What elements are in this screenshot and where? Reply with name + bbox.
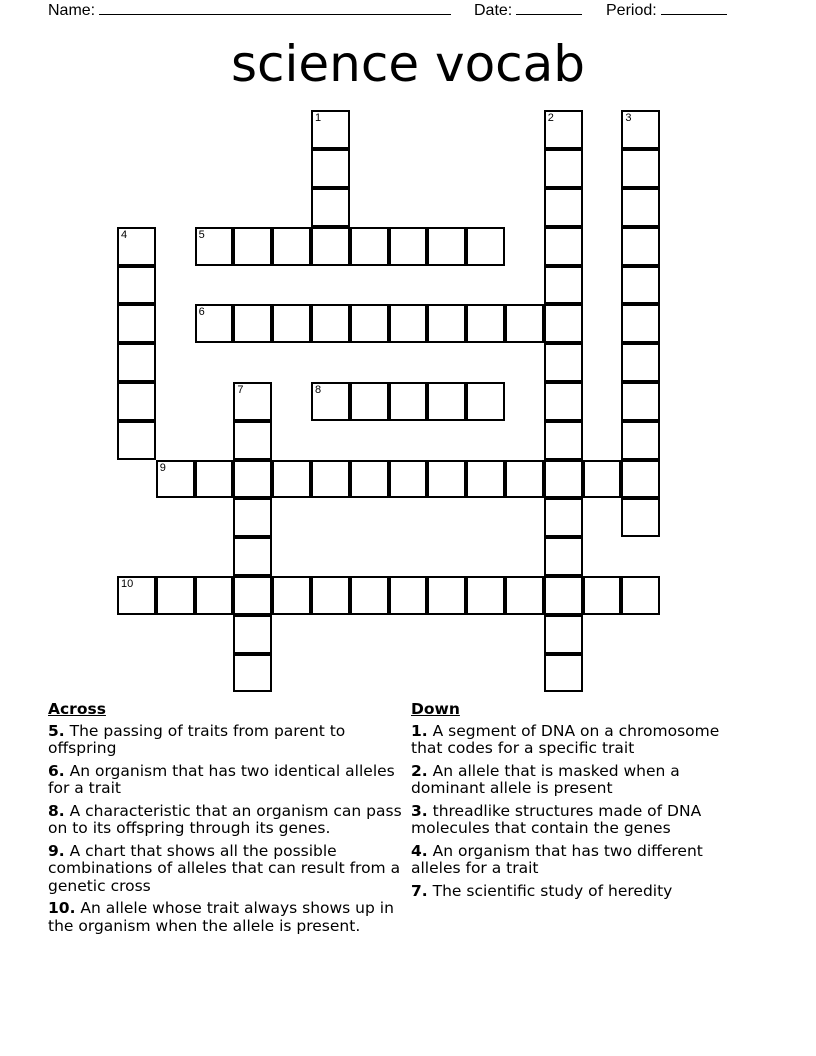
clue-number-label: 4 [121,228,128,241]
crossword-cell[interactable] [583,576,622,615]
crossword-cell[interactable] [350,576,389,615]
clue-number: 7. [411,881,428,900]
crossword-cell[interactable] [311,188,350,227]
crossword-cell[interactable] [233,304,272,343]
crossword-cell[interactable] [233,498,272,537]
clue-number: 2. [411,761,428,780]
clue-number-label: 10 [121,578,134,590]
clue-down-4 [411,843,741,878]
clue-text: An allele whose trait always shows up in the organism when the allele is present. [48,899,394,935]
clue-number-label: 8 [315,384,322,396]
crossword-cell[interactable] [427,227,466,266]
clue-across-9 [48,843,404,896]
clue-down-7 [411,883,741,901]
crossword-cell[interactable] [389,460,428,499]
clue-down-3 [411,803,741,838]
crossword-cell[interactable] [350,460,389,499]
crossword-cell[interactable] [544,576,583,615]
clue-number-label: 5 [198,228,205,241]
crossword-cell[interactable] [621,110,660,149]
clue-number: 6. [48,761,65,780]
crossword-cell[interactable] [544,498,583,537]
crossword-cell[interactable] [544,266,583,305]
crossword-cell[interactable] [505,576,544,615]
period-label: Period: [606,2,657,19]
clue-number: 9. [48,841,65,860]
clue-number: 8. [48,801,65,820]
across-clues [48,701,404,940]
clue-across-8 [48,803,404,838]
crossword-cell[interactable] [389,576,428,615]
crossword-cell[interactable] [233,576,272,615]
crossword-cell[interactable] [350,227,389,266]
clue-down-1 [411,723,741,758]
crossword-cell[interactable] [389,304,428,343]
clue-number: 3. [411,801,428,820]
crossword-cell[interactable] [117,576,156,615]
crossword-cell[interactable] [621,421,660,460]
crossword-cell[interactable] [621,460,660,499]
crossword-cell[interactable] [272,576,311,615]
crossword-cell[interactable] [466,460,505,499]
crossword-cell[interactable] [272,460,311,499]
crossword-cell[interactable] [505,460,544,499]
crossword-cell[interactable] [311,304,350,343]
clue-text: An organism that has two different alleles for a trait [411,841,703,877]
page-title: science vocab [230,35,586,93]
crossword-cell[interactable] [195,227,234,266]
crossword-cell[interactable] [272,227,311,266]
clue-text: threadlike structures made of DNA molecules that contain the genes [411,801,702,837]
crossword-cell[interactable] [350,382,389,421]
clue-number-label: 9 [159,461,166,474]
crossword-cell[interactable] [544,343,583,382]
clue-down-2 [411,763,741,798]
crossword-cell[interactable] [311,382,350,421]
clue-number-label: 6 [198,306,205,319]
clue-number-label: 7 [237,384,244,396]
crossword-cell[interactable] [117,266,156,305]
crossword-cell[interactable] [544,460,583,499]
crossword-cell[interactable] [544,227,583,266]
crossword-cell[interactable] [311,110,350,149]
crossword-cell[interactable] [117,382,156,421]
crossword-cell[interactable] [621,227,660,266]
clue-number-label: 3 [625,112,632,125]
crossword-cell[interactable] [544,615,583,654]
crossword-cell[interactable] [544,110,583,149]
crossword-cell[interactable] [544,304,583,343]
clue-number: 5. [48,721,65,740]
clue-across-5 [48,723,404,758]
crossword-cell[interactable] [544,537,583,576]
crossword-cell[interactable] [466,382,505,421]
crossword-cell[interactable] [117,343,156,382]
crossword-cell[interactable] [233,421,272,460]
crossword-cell[interactable] [466,576,505,615]
clue-text: The passing of traits from parent to offspring [48,721,346,757]
clue-text: A segment of DNA on a chromosome that codes for a specific trait [411,721,720,757]
crossword-cell[interactable] [350,304,389,343]
crossword-cell[interactable] [466,304,505,343]
clue-number: 4. [411,841,428,860]
crossword-cell[interactable] [621,576,660,615]
crossword-cell[interactable] [621,304,660,343]
crossword-cell[interactable] [544,149,583,188]
clue-text: The scientific study of heredity [432,881,673,900]
crossword-cell[interactable] [195,576,234,615]
crossword-cell[interactable] [233,615,272,654]
clue-text: An allele that is masked when a dominant allele is present [411,761,680,797]
crossword-cell[interactable] [311,149,350,188]
clue-number-label: 1 [315,112,322,125]
crossword-cell[interactable] [466,227,505,266]
crossword-cell[interactable] [583,460,622,499]
crossword-cell[interactable] [195,304,234,343]
name-label: Name: [48,2,96,19]
crossword-cell[interactable] [505,304,544,343]
crossword-cell[interactable] [427,382,466,421]
date-label: Date: [474,2,513,19]
crossword-cell[interactable] [233,227,272,266]
crossword-cell[interactable] [311,576,350,615]
crossword-cell[interactable] [195,460,234,499]
crossword-cell[interactable] [117,227,156,266]
crossword-cell[interactable] [233,537,272,576]
crossword-cell[interactable] [156,576,195,615]
clue-text: An organism that has two identical alleles for a trait [48,761,395,797]
crossword-cell[interactable] [233,654,272,693]
clue-across-10 [48,900,404,935]
crossword-cell[interactable] [621,343,660,382]
clue-across-6 [48,763,404,798]
clue-number: 1. [411,721,428,740]
crossword-cell[interactable] [233,460,272,499]
down-clues [411,701,741,905]
crossword-cell[interactable] [544,421,583,460]
clue-text: A characteristic that an organism can pass on to its offspring through its genes. [48,801,402,837]
clue-number: 10. [48,899,76,917]
crossword-cell[interactable] [544,654,583,693]
crossword-cell[interactable] [621,149,660,188]
clue-text: A chart that shows all the possible combinations of alleles that can result from a genetic cross [48,841,401,895]
crossword-cell[interactable] [156,460,195,499]
crossword-cell[interactable] [427,304,466,343]
crossword-cell[interactable] [621,498,660,537]
crossword-cell[interactable] [544,382,583,421]
crossword-cell[interactable] [621,266,660,305]
crossword-cell[interactable] [544,188,583,227]
crossword-cell[interactable] [311,460,350,499]
across-heading: Across [48,700,106,718]
crossword-cell[interactable] [427,576,466,615]
crossword-cell[interactable] [117,421,156,460]
crossword-cell[interactable] [389,227,428,266]
crossword-cell[interactable] [621,188,660,227]
clue-number-label: 2 [547,112,554,125]
crossword-cell[interactable] [272,304,311,343]
crossword-cell[interactable] [233,382,272,421]
crossword-cell[interactable] [427,460,466,499]
crossword-cell[interactable] [621,382,660,421]
crossword-cell[interactable] [117,304,156,343]
down-heading: Down [411,700,460,718]
crossword-cell[interactable] [389,382,428,421]
crossword-cell[interactable] [311,227,350,266]
